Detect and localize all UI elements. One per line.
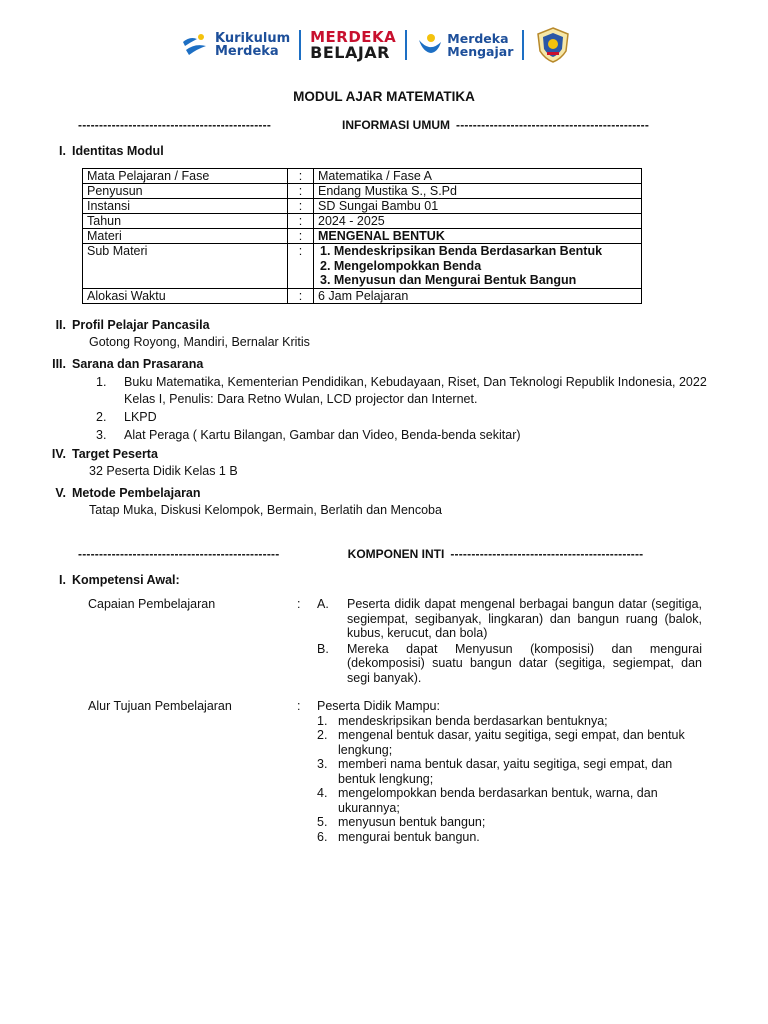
komponen-inti-label: KOMPONEN INTI — [347, 547, 445, 561]
row-separator: : — [288, 288, 314, 303]
list-item — [96, 409, 726, 426]
logo-separator — [299, 30, 301, 60]
row-value: SD Sungai Bambu 01 — [314, 199, 642, 214]
list-item — [317, 642, 702, 686]
list-item — [96, 374, 726, 408]
section-title: Profil Pelajar Pancasila — [72, 318, 210, 332]
section-title: Metode Pembelajaran — [72, 486, 201, 500]
list-item — [317, 830, 687, 845]
section-title: Identitas Modul — [72, 144, 164, 158]
row-label: Alokasi Waktu — [83, 288, 288, 303]
item-text: mendeskripsikan benda berdasarkan bentuknya; — [338, 713, 608, 728]
table-row — [83, 229, 642, 244]
divider-dashes-right: ---------------------------------------------- — [456, 118, 650, 132]
row-separator: : — [288, 184, 314, 199]
merdeka-belajar-logo — [310, 29, 396, 61]
identitas-heading — [42, 144, 164, 158]
mm-line2: Mengajar — [447, 44, 514, 59]
section-number: I. — [59, 573, 66, 587]
item-number: 5. — [317, 815, 328, 829]
identitas-table — [82, 168, 642, 304]
section-number: V. — [55, 486, 66, 500]
section-number: I. — [59, 144, 66, 158]
item-text: mengurai bentuk bangun. — [338, 829, 480, 844]
table-row — [83, 214, 642, 229]
divider-dashes-left: ------------------------------------------------ — [78, 547, 280, 561]
table-row — [83, 288, 642, 303]
list-item — [317, 597, 702, 641]
divider-dashes-right: ---------------------------------------------- — [450, 547, 644, 561]
item-number: 2. — [317, 728, 328, 742]
row-value: Matematika / Fase A — [314, 169, 642, 184]
atp-list — [317, 699, 687, 844]
profil-text: Gotong Royong, Mandiri, Bernalar Kritis — [89, 335, 310, 349]
item-text: mengenal bentuk dasar, yaitu segitiga, segi empat, dan bentuk lengkung; — [338, 728, 685, 757]
row-label: Tahun — [83, 214, 288, 229]
komponen-inti-divider — [78, 547, 714, 561]
logo-separator — [405, 30, 407, 60]
list-item — [317, 815, 687, 830]
row-value: 6 Jam Pelajaran — [314, 288, 642, 303]
list-item: 1. Mendeskripsikan Benda Berdasarkan Bentuk — [320, 244, 603, 258]
merdeka-belajar-line2: BELAJAR — [310, 43, 390, 62]
row-label: Mata Pelajaran / Fase — [83, 169, 288, 184]
informasi-umum-divider — [78, 118, 714, 132]
cp-list — [317, 597, 702, 685]
item-text: Mereka dapat Menyusun (komposisi) dan mengurai (dekomposisi) suatu bangun datar (segitiga, segiempat, dan segi banyak). — [347, 641, 702, 685]
row-separator: : — [288, 229, 314, 244]
list-item: 2. Mengelompokkan Benda — [320, 258, 482, 273]
table-row — [83, 199, 642, 214]
divider-dashes-left: ---------------------------------------------- — [78, 118, 272, 132]
item-number: 6. — [317, 829, 328, 844]
item-number: 3. — [317, 757, 328, 771]
page-title: MODUL AJAR MATEMATIKA — [293, 89, 475, 104]
table-row — [83, 169, 642, 184]
list-item: 3. Menyusun dan Mengurai Bentuk Bangun — [320, 273, 577, 287]
list-item — [317, 757, 687, 786]
row-separator: : — [288, 199, 314, 214]
cp-separator: : — [297, 597, 301, 611]
item-text: LKPD — [124, 410, 157, 424]
row-label: Materi — [83, 229, 288, 244]
item-number: 1. — [317, 713, 328, 728]
merdeka-text: Merdeka — [215, 44, 279, 59]
atp-separator: : — [297, 699, 301, 713]
merdeka-mengajar-logo — [416, 31, 513, 59]
kurikulum-merdeka-logo — [180, 30, 290, 60]
list-item — [317, 714, 687, 729]
item-number: 3. — [96, 428, 107, 442]
atp-label: Alur Tujuan Pembelajaran — [88, 699, 232, 713]
cp-label: Capaian Pembelajaran — [88, 597, 216, 611]
item-number: 1. — [96, 375, 107, 389]
section-title: Target Peserta — [72, 447, 158, 461]
item-text: Buku Matematika, Kementerian Pendidikan, Kebudayaan, Riset, Dan Teknologi Republik Indonesia, 2022 Kelas I, Penulis: Dara Retno Wulan, LCD projector dan Internet. — [124, 375, 707, 406]
row-value: MENGENAL BENTUK — [314, 229, 642, 244]
row-separator: : — [288, 244, 314, 289]
row-separator: : — [288, 169, 314, 184]
item-number: 4. — [317, 786, 328, 800]
section-title: Sarana dan Prasarana — [72, 357, 204, 371]
merdeka-mengajar-mark-icon — [416, 31, 444, 59]
sarana-list — [96, 374, 726, 445]
metode-heading — [42, 486, 201, 500]
item-text: Alat Peraga ( Kartu Bilangan, Gambar dan Video, Benda-benda sekitar) — [124, 428, 521, 442]
target-heading — [42, 447, 158, 461]
item-text: Peserta didik dapat mengenal berbagai bangun datar (segitiga, segiempat, segibanyak, lingkaran) dan bangun ruang (balok, kubus, kerucut, dan bola) — [347, 597, 702, 640]
merdeka-belajar-line1: MERDEKA — [310, 28, 397, 46]
row-value-list — [314, 244, 642, 289]
row-label: Instansi — [83, 199, 288, 214]
kompetensi-heading — [42, 573, 180, 587]
table-row — [83, 244, 642, 289]
school-emblem-icon — [533, 25, 573, 65]
row-separator: : — [288, 214, 314, 229]
logo-separator — [522, 30, 524, 60]
table-row — [83, 184, 642, 199]
list-item — [317, 786, 687, 815]
section-title: Kompetensi Awal: — [72, 573, 180, 587]
row-label: Sub Materi — [83, 244, 288, 289]
mm-line1: Merdeka — [447, 31, 509, 46]
item-number: 2. — [96, 410, 107, 424]
intro-text: Peserta Didik Mampu: — [317, 699, 440, 713]
sarana-heading — [42, 357, 203, 371]
item-text: mengelompokkan benda berdasarkan bentuk, warna, dan ukurannya; — [338, 786, 658, 815]
item-letter: A. — [317, 597, 329, 611]
section-number: III. — [52, 357, 66, 371]
metode-text: Tatap Muka, Diskusi Kelompok, Bermain, Berlatih dan Mencoba — [89, 503, 442, 517]
item-letter: B. — [317, 641, 329, 656]
row-value: Endang Mustika S., S.Pd — [314, 184, 642, 199]
row-label: Penyusun — [83, 184, 288, 199]
item-text: menyusun bentuk bangun; — [338, 815, 486, 829]
section-number: IV. — [51, 447, 66, 461]
kurikulum-merdeka-mark-icon — [180, 30, 210, 60]
profil-heading — [42, 318, 210, 332]
item-text: memberi nama bentuk dasar, yaitu segitiga, segi empat, dan bentuk lengkung; — [338, 757, 673, 786]
header-logos — [180, 24, 580, 66]
kurikulum-text: Kurikulum — [215, 31, 291, 46]
informasi-umum-label: INFORMASI UMUM — [342, 118, 450, 132]
atp-intro — [317, 699, 687, 714]
list-item — [317, 728, 687, 757]
row-value: 2024 - 2025 — [314, 214, 642, 229]
section-number: II. — [55, 318, 66, 332]
target-text: 32 Peserta Didik Kelas 1 B — [89, 464, 238, 478]
list-item — [96, 427, 726, 444]
